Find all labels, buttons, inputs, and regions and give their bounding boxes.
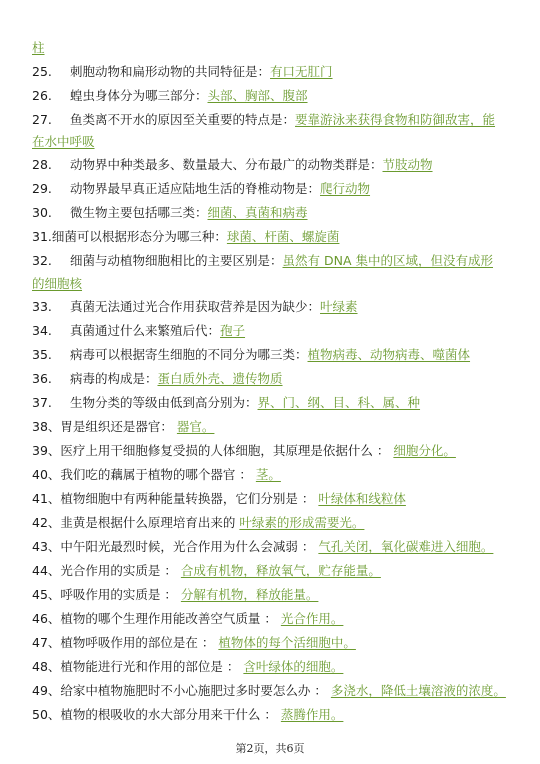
item-number: 43、 <box>32 539 61 554</box>
item-number: 27. <box>32 112 52 127</box>
question-text: 动物界最早真正适应陆地生活的脊椎动物是： <box>70 181 321 196</box>
qa-item-32-cont <box>32 276 82 292</box>
answer-text: 蒸腾作用。 <box>280 707 344 722</box>
page-footer: 第2页，共6页 <box>235 742 305 755</box>
item-number: 45、 <box>32 587 61 602</box>
item-number: 33. <box>32 299 52 314</box>
answer-text: 含叶绿体的细胞。 <box>243 659 344 674</box>
qa-line-continuation <box>32 40 45 56</box>
qa-item-31 <box>32 229 339 245</box>
question-text: 细菌与动植物细胞相比的主要区别是： <box>70 253 283 268</box>
answer-text-continued: 的细胞核 <box>32 276 83 291</box>
question-text: 中午阳光最烈时候，光合作用为什么会减弱 ： <box>60 539 315 554</box>
question-text: 真菌无法通过光合作用获取营养是因为缺少： <box>70 299 321 314</box>
answer-text: 叶绿素 <box>320 299 358 314</box>
answer-text: 爬行动物 <box>320 181 371 196</box>
item-number: 48、 <box>32 659 61 674</box>
question-text: 刺胞动物和扁形动物的共同特征是： <box>70 64 271 79</box>
item-number: 50、 <box>32 707 61 722</box>
item-number: 34. <box>32 323 52 338</box>
qa-item-33 <box>32 299 358 315</box>
item-number: 26. <box>32 88 52 103</box>
question-text: 动物界中种类最多、数量最大、分布最广的动物类群是： <box>70 157 383 172</box>
item-number: 39、 <box>32 443 61 458</box>
qa-item-37 <box>32 395 420 411</box>
answer-text: 叶绿体和线粒体 <box>318 491 406 506</box>
item-number: 40、 <box>32 467 61 482</box>
qa-item-29 <box>32 181 370 197</box>
question-text: 呼吸作用的实质是 ： <box>60 587 177 602</box>
answer-text: 分解有机物，释放能量。 <box>180 587 319 602</box>
answer-text: 柱 <box>32 40 45 55</box>
question-text: 植物的哪个生理作用能改善空气质量 ： <box>60 611 277 626</box>
answer-text: 合成有机物，释放氧气，贮存能量。 <box>180 563 381 578</box>
answer-text-continued: 在水中呼吸 <box>32 134 95 149</box>
answer-text: 叶绿素的形成需要光。 <box>239 515 365 530</box>
item-number: 49、 <box>32 683 61 698</box>
question-text: 胃是组织还是器官： <box>60 419 173 434</box>
answer-text: 孢子 <box>220 323 246 338</box>
qa-item-40 <box>32 467 281 483</box>
qa-item-35 <box>32 347 470 363</box>
qa-item-43 <box>32 539 493 555</box>
qa-item-50 <box>32 707 343 723</box>
answer-text: 细胞分化。 <box>393 443 456 458</box>
answer-text: 界、门、纲、目、科、属、种 <box>257 395 421 410</box>
question-text: 植物的根吸收的水大部分用来干什么 ： <box>60 707 277 722</box>
question-text: 生物分类的等级由低到高分别为： <box>70 395 258 410</box>
item-number: 41、 <box>32 491 61 506</box>
answer-text: 球菌、杆菌、螺旋菌 <box>226 229 340 244</box>
question-text: 病毒的构成是： <box>70 371 158 386</box>
item-number: 36. <box>32 371 52 386</box>
qa-item-32 <box>32 253 493 269</box>
answer-text: 茎。 <box>255 467 281 482</box>
item-number: 32. <box>32 253 52 268</box>
question-text: 我们吃的藕属于植物的哪个器官 ： <box>60 467 252 482</box>
question-text: 植物能进行光和作用的部位是 ： <box>60 659 240 674</box>
qa-item-48 <box>32 659 343 675</box>
qa-item-30 <box>32 205 308 221</box>
qa-item-47 <box>32 635 356 651</box>
item-number: 28. <box>32 157 52 172</box>
qa-item-36 <box>32 371 283 387</box>
qa-item-38 <box>32 419 214 435</box>
item-number: 37. <box>32 395 52 410</box>
item-number: 30. <box>32 205 52 220</box>
question-text: 病毒可以根据寄生细胞的不同分为哪三类： <box>70 347 308 362</box>
qa-item-42 <box>32 515 364 531</box>
item-number: 44、 <box>32 563 61 578</box>
question-text: 韭黄是根据什么原理培育出来的 <box>60 515 236 530</box>
question-text: 光合作用的实质是 ： <box>60 563 177 578</box>
question-text: 给家中植物施肥时不小心施肥过多时要怎么办 ： <box>60 683 327 698</box>
answer-text: 要靠游泳来获得食物和防御敌害，能 <box>295 112 496 127</box>
qa-item-27-cont <box>32 134 95 150</box>
item-number: 38、 <box>32 419 61 434</box>
answer-text: 气孔关闭，氧化碳难进入细胞。 <box>318 539 494 554</box>
qa-item-45 <box>32 587 318 603</box>
answer-text: 头部、胸部、腹部 <box>207 88 308 103</box>
item-number: 35. <box>32 347 52 362</box>
question-text: 蝗虫身体分为哪三部分： <box>70 88 208 103</box>
question-text: 细菌可以根据形态分为哪三种： <box>51 229 227 244</box>
qa-item-27 <box>32 112 495 128</box>
answer-text: 植物体的每个活细胞中。 <box>218 635 356 650</box>
qa-item-44 <box>32 563 381 579</box>
qa-item-49 <box>32 683 506 699</box>
question-text: 微生物主要包括哪三类： <box>70 205 208 220</box>
item-number: 31. <box>32 229 52 244</box>
item-number: 46、 <box>32 611 61 626</box>
answer-text: 植物病毒、动物病毒、噬菌体 <box>307 347 471 362</box>
qa-item-28 <box>32 157 433 173</box>
qa-item-41 <box>32 491 406 507</box>
answer-text: 有口无肛门 <box>270 64 333 79</box>
answer-text: 细菌、真菌和病毒 <box>207 205 308 220</box>
answer-text: 蛋白质外壳、遗传物质 <box>157 371 283 386</box>
item-number: 47、 <box>32 635 61 650</box>
question-text: 鱼类离不开水的原因至关重要的特点是： <box>70 112 296 127</box>
item-number: 42、 <box>32 515 61 530</box>
question-text: 植物呼吸作用的部位是在 ： <box>60 635 215 650</box>
qa-item-34 <box>32 323 245 339</box>
answer-text: 多浇水，降低土壤溶液的浓度。 <box>330 683 506 698</box>
answer-text: 光合作用。 <box>280 611 344 626</box>
qa-item-25 <box>32 64 333 80</box>
question-text: 植物细胞中有两种能量转换器，它们分别是 ： <box>60 491 315 506</box>
question-text: 医疗上用干细胞修复受损的人体细胞，其原理是依据什么 ： <box>60 443 390 458</box>
item-number: 29. <box>32 181 52 196</box>
qa-item-39 <box>32 443 456 459</box>
question-text: 真菌通过什么来繁殖后代： <box>70 323 221 338</box>
answer-text: 节肢动物 <box>382 157 433 172</box>
item-number: 25. <box>32 64 52 79</box>
qa-item-26 <box>32 88 308 104</box>
qa-item-46 <box>32 611 343 627</box>
answer-text: 器官。 <box>176 419 215 434</box>
answer-text: 虽然有 DNA 集中的区域，但没有成形 <box>282 253 493 268</box>
